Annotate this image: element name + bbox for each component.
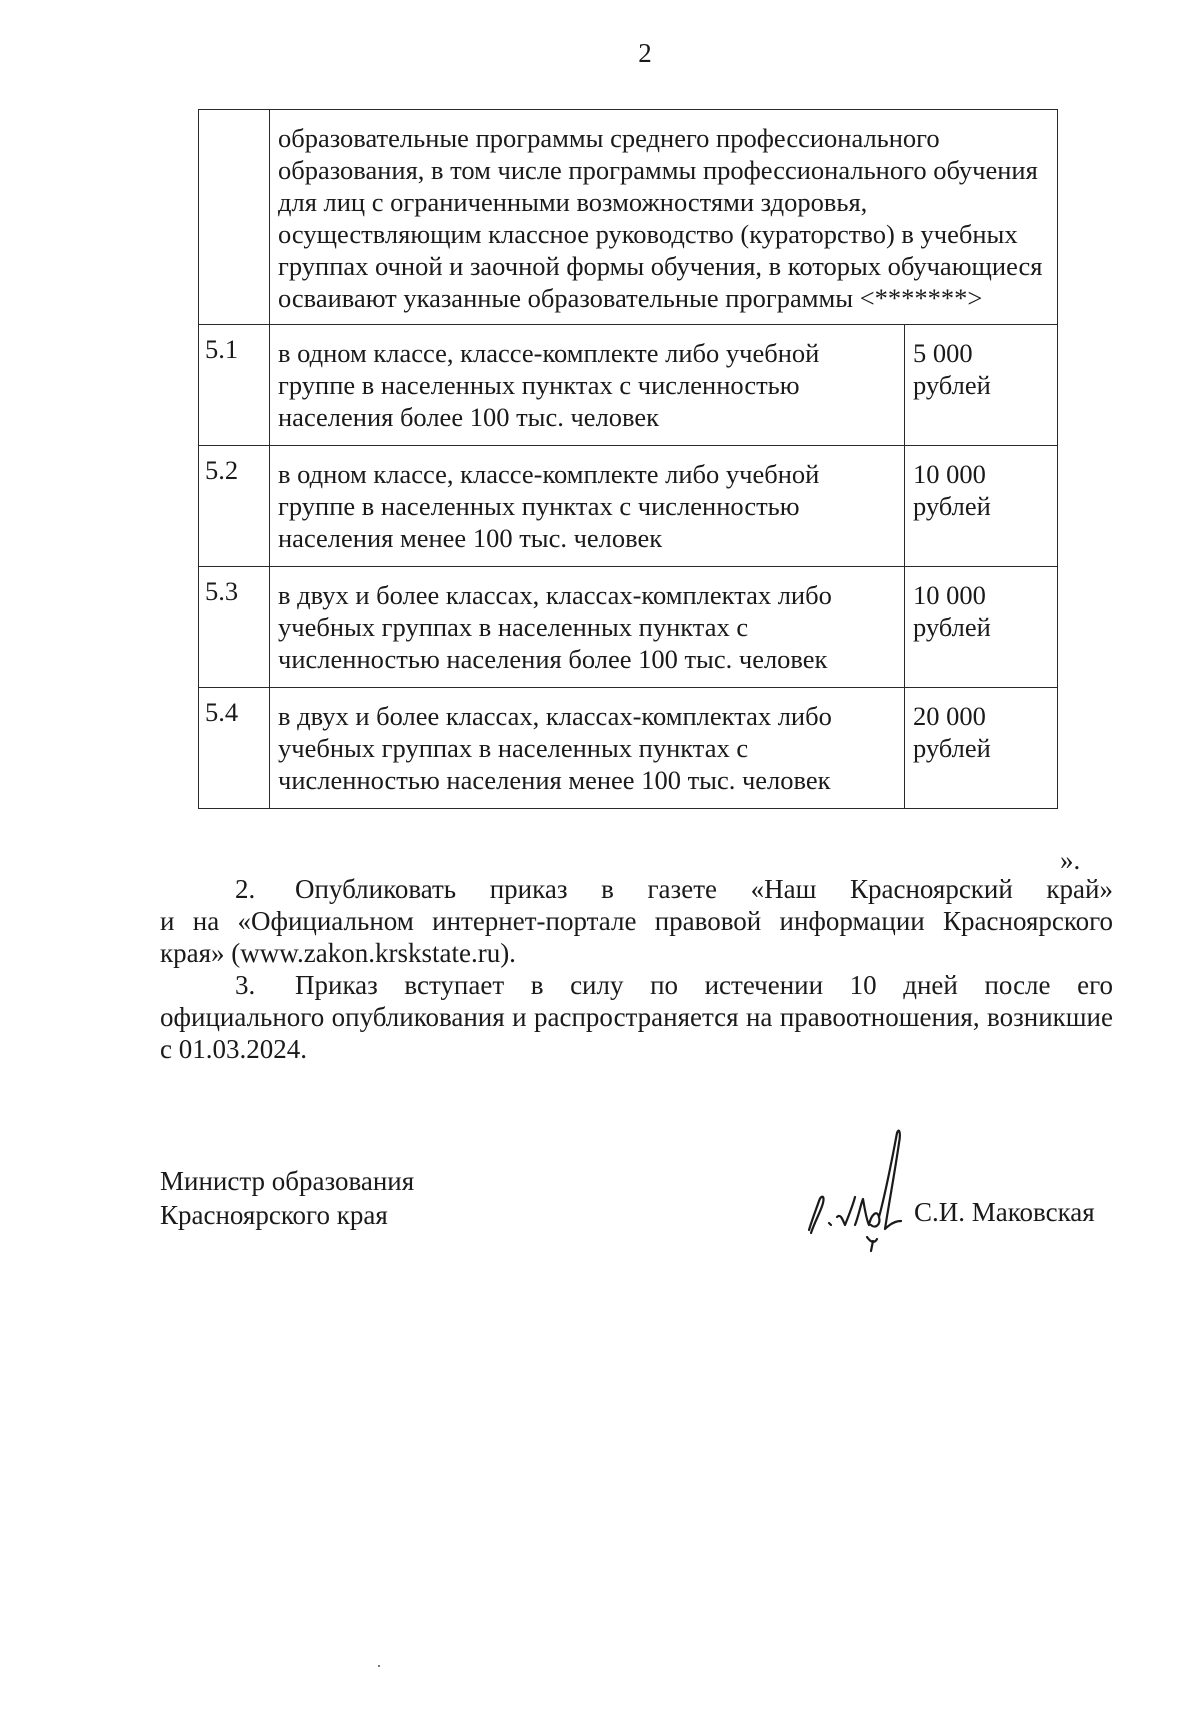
row-description: в двух и более классах, классах-комплектах либо учебных группах в населенных пунктах с численностью населения менее 100 тыс. человек <box>270 688 905 809</box>
row-amount <box>905 688 1058 809</box>
payments-table <box>198 109 1058 809</box>
signatory-title-line: Министр образования <box>160 1166 415 1196</box>
row-number: 5.3 <box>199 567 270 688</box>
row-number: 5.1 <box>199 325 270 446</box>
closing-quote: ». <box>1060 845 1081 875</box>
paragraph-publication <box>160 873 1113 969</box>
paragraph-first-line <box>160 873 1113 905</box>
paragraph-number: 3. <box>235 970 256 1000</box>
row-description: в двух и более классах, классах-комплектах либо учебных группах в населенных пунктах с численностью населения более 100 тыс. человек <box>270 567 905 688</box>
row-number: 5.2 <box>199 446 270 567</box>
page-number: 2 <box>638 38 652 68</box>
paragraph-text: и на «Официальном интернет-портале правовой информации Красноярского края» (www.zakon.krskstate.ru). <box>160 906 1113 968</box>
paragraph-text: официального опубликования и распространяется на правоотношения, возникшие с 01.03.2024. <box>160 1002 1113 1064</box>
amount-unit: рублей <box>913 370 991 400</box>
table-intro-row <box>199 110 1058 325</box>
table-row <box>199 567 1058 688</box>
amount-value: 10 000 <box>913 580 986 610</box>
table-row <box>199 446 1058 567</box>
amount-value: 10 000 <box>913 459 986 489</box>
row-amount <box>905 567 1058 688</box>
paragraph-effective-date <box>160 969 1113 1065</box>
amount-value: 5 000 <box>913 338 973 368</box>
row-number: 5.4 <box>199 688 270 809</box>
amount-unit: рублей <box>913 612 991 642</box>
table-intro-text: образовательные программы среднего профессионального образования, в том числе программы профессионального обучения для лиц с ограниченными возможностями здоровья, осуществляющим классное руководство (кураторство) в учебных группах очной и заочной формы обучения, в которых обучающиеся осваивают указанные образовательные программы <*******> <box>270 110 1058 325</box>
row-amount <box>905 446 1058 567</box>
handwritten-signature <box>805 1125 925 1265</box>
amount-unit: рублей <box>913 491 991 521</box>
amount-unit: рублей <box>913 733 991 763</box>
table-row <box>199 688 1058 809</box>
paragraph-first-text: Опубликовать приказ в газете «Наш Красноярский край» <box>295 874 1113 904</box>
amount-value: 20 000 <box>913 701 986 731</box>
table-cell-empty <box>199 110 270 325</box>
signatory-title <box>160 1164 414 1232</box>
row-amount <box>905 325 1058 446</box>
row-description: в одном классе, классе-комплекте либо учебной группе в населенных пунктах с численностью населения более 100 тыс. человек <box>270 325 905 446</box>
row-description: в одном классе, классе-комплекте либо учебной группе в населенных пунктах с численностью населения менее 100 тыс. человек <box>270 446 905 567</box>
signatory-name: С.И. Маковская <box>914 1197 1095 1227</box>
paragraph-first-line <box>160 969 1113 1001</box>
paragraph-number: 2. <box>235 874 256 904</box>
scan-speck <box>378 1665 380 1667</box>
signatory-title-line: Красноярского края <box>160 1200 388 1230</box>
paragraph-first-text: Приказ вступает в силу по истечении 10 дней после его <box>295 970 1113 1000</box>
table-row <box>199 325 1058 446</box>
